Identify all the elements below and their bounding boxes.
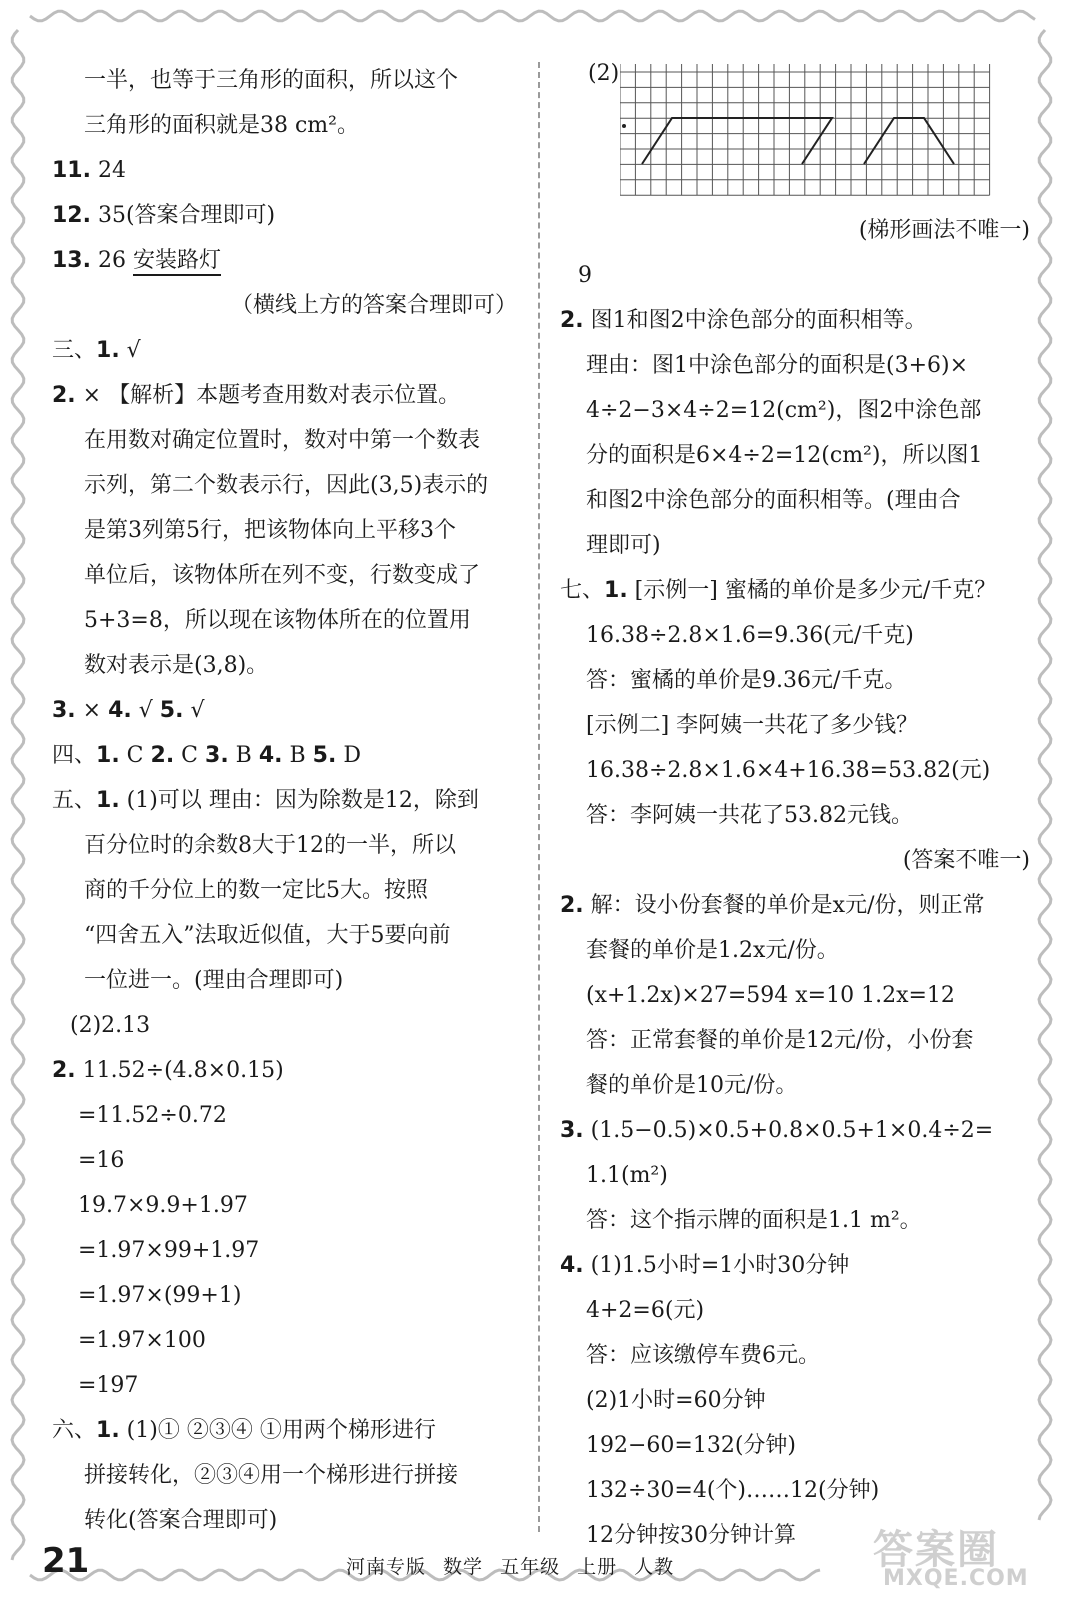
left-line <box>52 643 517 688</box>
left-line <box>52 373 517 418</box>
answer-text: B <box>282 743 313 768</box>
answer-text: (1.5−0.5)×0.5+0.8×0.5+1×0.4÷2= <box>583 1118 994 1143</box>
left-line <box>52 733 517 778</box>
right-line <box>560 478 1030 523</box>
answer-text: 19.7×9.9+1.97 <box>78 1193 248 1218</box>
question-number: 3. <box>205 743 229 768</box>
left-line <box>52 823 517 868</box>
question-number: 2. <box>560 893 584 918</box>
left-line <box>52 1318 517 1363</box>
right-line <box>560 1243 1030 1288</box>
answer-text: 5+3=8，所以现在该物体所在的位置用 <box>84 608 471 633</box>
answer-text: 16.38÷2.8×1.6×4+16.38=53.82(元) <box>586 758 991 783</box>
right-column-lines <box>560 253 1030 1558</box>
question-number: 2. <box>150 743 175 768</box>
left-line <box>52 1408 517 1453</box>
right-line <box>560 748 1030 793</box>
right-line <box>560 613 1030 658</box>
answer-text: √ <box>119 338 141 363</box>
answer-text: [示例一] 蜜橘的单价是多少元/千克？ <box>627 578 997 603</box>
question-number: 2. <box>52 383 76 408</box>
left-line <box>52 508 517 553</box>
right-line <box>560 658 1030 703</box>
answer-text: 一半，也等于三角形的面积，所以这个 <box>84 68 459 93</box>
right-line <box>560 388 1030 433</box>
trapezoid-shape <box>864 118 954 164</box>
answer-text: √ <box>183 698 205 723</box>
footer-text: 河南专版 数学 五年级 上册 人教 <box>346 1556 675 1578</box>
answer-text: “四舍五入”法取近似值，大于5要向前 <box>84 923 451 948</box>
answer-text: 理由：图1中涂色部分的面积是(3+6)× <box>586 353 969 378</box>
right-line <box>560 343 1030 388</box>
answer-text: =1.97×(99+1) <box>78 1283 242 1308</box>
question-number: 4. <box>108 698 132 723</box>
answer-text: 百分位时的余数8大于12的一半，所以 <box>84 833 456 858</box>
answer-text: C <box>174 743 206 768</box>
answer-text: 转化(答案合理即可) <box>84 1508 278 1533</box>
right-line <box>560 1198 1030 1243</box>
right-column <box>560 58 1030 1558</box>
answer-text: 五、 <box>52 788 97 813</box>
right-line <box>560 1288 1030 1333</box>
left-line <box>52 148 517 193</box>
answer-text: 七、 <box>560 578 605 603</box>
left-line <box>52 328 517 373</box>
grid-figure <box>560 58 1030 208</box>
left-line <box>52 58 517 103</box>
answer-text: 三、 <box>52 338 97 363</box>
question-number: 12. <box>52 203 91 228</box>
answer-text: 数对表示是(3,8)。 <box>84 653 269 678</box>
question-number: 1. <box>96 788 120 813</box>
left-line <box>52 1048 517 1093</box>
answer-text: D <box>336 743 361 768</box>
answer-text: 答：李阿姨一共花了53.82元钱。 <box>586 803 913 828</box>
right-line <box>560 433 1030 478</box>
answer-text: 26 <box>90 248 133 273</box>
answer-text: 12分钟按30分钟计算 <box>586 1523 796 1548</box>
answer-text: (x+1.2x)×27=594 x=10 1.2x=12 <box>586 983 955 1008</box>
right-line <box>560 928 1030 973</box>
answer-text: 拼接转化，②③④用一个梯形进行拼接 <box>84 1463 459 1488</box>
right-line <box>560 883 1030 928</box>
question-number: 3. <box>560 1118 584 1143</box>
left-line <box>52 553 517 598</box>
answer-text: 四、 <box>52 743 97 768</box>
answer-text: √ <box>131 698 160 723</box>
answer-text: （横线上方的答案合理即可） <box>230 293 517 318</box>
left-line <box>52 688 517 733</box>
question-number: 1. <box>96 338 120 363</box>
question-number: 2. <box>52 1058 76 1083</box>
answer-text: 单位后，该物体所在列不变，行数变成了 <box>84 563 481 588</box>
question-number: 1. <box>96 1418 120 1443</box>
answer-text: 35(答案合理即可) <box>90 203 276 228</box>
right-line <box>560 298 1030 343</box>
answer-text: 答：这个指示牌的面积是1.1 m²。 <box>586 1208 922 1233</box>
answer-text: 1.1(m²) <box>586 1163 668 1188</box>
answer-text: 理即可) <box>586 533 661 558</box>
left-line <box>52 1183 517 1228</box>
right-line <box>560 1153 1030 1198</box>
right-line <box>560 1063 1030 1108</box>
left-line <box>52 463 517 508</box>
answer-text: 示列，第二个数表示行，因此(3,5)表示的 <box>84 473 489 498</box>
left-line <box>52 1453 517 1498</box>
answer-text: 分的面积是6×4÷2=12(cm²)，所以图1 <box>586 443 983 468</box>
question-number: 3. <box>52 698 76 723</box>
right-line <box>560 703 1030 748</box>
watermark <box>843 1518 1053 1598</box>
answer-text: 132÷30=4(个)……12(分钟) <box>586 1478 880 1503</box>
left-line <box>52 193 517 238</box>
right-line <box>560 1378 1030 1423</box>
answer-text: (2)2.13 <box>70 1013 151 1038</box>
left-line <box>52 958 517 1003</box>
grid-label: (2) <box>588 61 620 86</box>
answer-text: =16 <box>78 1148 125 1173</box>
answer-text: =197 <box>78 1373 139 1398</box>
answer-text: (1)可以 理由：因为除数是12，除到 <box>119 788 479 813</box>
left-line <box>52 868 517 913</box>
question-number: 1. <box>604 578 628 603</box>
question-number: 1. <box>96 743 120 768</box>
right-line <box>560 793 1030 838</box>
answer-text: 三角形的面积就是38 cm²。 <box>84 113 359 138</box>
wavy-border-top <box>30 11 1035 21</box>
left-column <box>52 58 517 1543</box>
grid-note: (梯形画法不唯一) <box>858 218 1030 243</box>
left-line <box>52 1138 517 1183</box>
answer-text: 和图2中涂色部分的面积相等。(理由合 <box>586 488 961 513</box>
left-line <box>52 1003 517 1048</box>
answer-text: 餐的单价是10元/份。 <box>586 1073 798 1098</box>
answer-text: =11.52÷0.72 <box>78 1103 227 1128</box>
left-line <box>52 283 517 328</box>
left-line <box>52 238 517 283</box>
wavy-border-right <box>1039 30 1051 1520</box>
right-line <box>560 523 1030 568</box>
answer-text: 套餐的单价是1.2x元/份。 <box>586 938 839 963</box>
page-number: 21 <box>42 1541 90 1581</box>
question-number: 2. <box>560 308 584 333</box>
question-number: 4. <box>560 1253 584 1278</box>
answer-text: [示例二] 李阿姨一共花了多少钱？ <box>586 713 919 738</box>
left-line <box>52 103 517 148</box>
answer-text: (1)① ②③④ ①用两个梯形进行 <box>119 1418 436 1443</box>
answer-text: 9 <box>578 263 592 288</box>
answer-text: (1)1.5小时=1小时30分钟 <box>583 1253 850 1278</box>
trapezoid-grid <box>620 64 1000 204</box>
answer-text: 是第3列第5行，把该物体向上平移3个 <box>84 518 456 543</box>
right-line <box>560 568 1030 613</box>
answer-text: C <box>119 743 151 768</box>
answer-text: B <box>228 743 259 768</box>
question-number: 11. <box>52 158 91 183</box>
answer-text: 答：蜜橘的单价是9.36元/千克。 <box>586 668 907 693</box>
answer-text: 一位进一。(理由合理即可) <box>84 968 344 993</box>
answer-text: 11.52÷(4.8×0.15) <box>75 1058 284 1083</box>
answer-text: 在用数对确定位置时，数对中第一个数表 <box>84 428 481 453</box>
answer-text: 图1和图2中涂色部分的面积相等。 <box>583 308 927 333</box>
column-divider <box>538 62 541 1532</box>
answer-text: × <box>75 698 109 723</box>
answer-text: 六、 <box>52 1418 97 1443</box>
answer-text: (答案不唯一) <box>902 848 1030 873</box>
answer-text: × 【解析】本题考查用数对表示位置。 <box>75 383 461 408</box>
question-number: 5. <box>159 698 184 723</box>
underlined-answer: 安装路灯 <box>133 248 221 276</box>
answer-text: 24 <box>90 158 126 183</box>
question-number: 13. <box>52 248 91 273</box>
answer-text: 192−60=132(分钟) <box>586 1433 797 1458</box>
answer-text: 4÷2−3×4÷2=12(cm²)，图2中涂色部 <box>586 398 982 423</box>
right-line <box>560 1423 1030 1468</box>
answer-text: =1.97×100 <box>78 1328 206 1353</box>
answer-text: 解：设小份套餐的单价是x元/份，则正常 <box>583 893 985 918</box>
right-line <box>560 253 1030 298</box>
right-line <box>560 838 1030 883</box>
watermark-logo: 答案圈 <box>873 1527 999 1573</box>
right-line <box>560 973 1030 1018</box>
wavy-border-left <box>12 30 24 1560</box>
right-line <box>560 1468 1030 1513</box>
answer-text: =1.97×99+1.97 <box>78 1238 260 1263</box>
answer-text: 答：正常套餐的单价是12元/份，小份套 <box>586 1028 974 1053</box>
answer-text: 商的千分位上的数一定比5大。按照 <box>84 878 428 903</box>
left-line <box>52 778 517 823</box>
left-line <box>52 1273 517 1318</box>
answer-text: 4+2=6(元) <box>586 1298 705 1323</box>
right-line <box>560 1333 1030 1378</box>
right-line <box>560 1018 1030 1063</box>
answer-text: (2)1小时=60分钟 <box>586 1388 766 1413</box>
left-line <box>52 1228 517 1273</box>
left-line <box>52 598 517 643</box>
right-line <box>560 1108 1030 1153</box>
left-line <box>52 913 517 958</box>
answer-text: 16.38÷2.8×1.6=9.36(元/千克) <box>586 623 914 648</box>
parallelogram-shape <box>642 118 832 164</box>
left-line <box>52 1363 517 1408</box>
watermark-url: MXQE.COM <box>883 1566 1029 1591</box>
left-line <box>52 418 517 463</box>
left-line <box>52 1093 517 1138</box>
question-number: 4. <box>258 743 283 768</box>
question-number: 5. <box>312 743 337 768</box>
answer-text: 答：应该缴停车费6元。 <box>586 1343 820 1368</box>
